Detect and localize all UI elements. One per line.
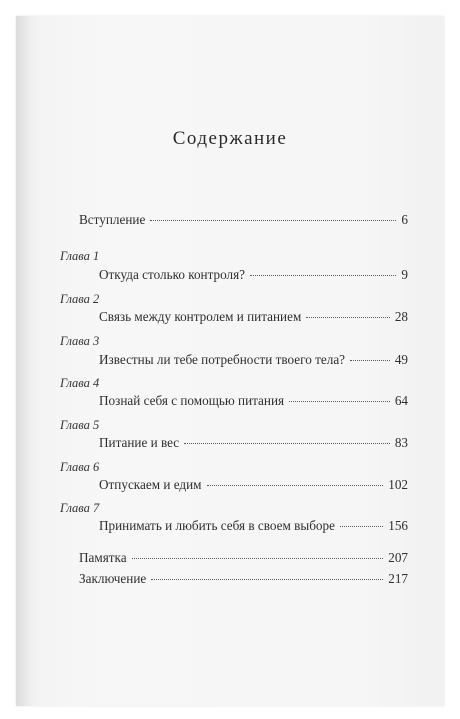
toc-entry-text: Питание и вес — [99, 435, 180, 450]
chapter-label-1: Глава 1 — [60, 249, 100, 263]
toc-entry-page: 49 — [394, 352, 408, 367]
toc-entry-page: 156 — [388, 518, 408, 533]
toc-entry-page: 6 — [401, 212, 408, 227]
toc-entry-chapter-1 — [99, 267, 408, 283]
dot-leader — [306, 317, 390, 318]
toc-entry-text: Откуда столько контроля? — [99, 267, 246, 282]
toc-entry-page: 102 — [388, 477, 408, 492]
toc-entry-chapter-7 — [99, 518, 408, 534]
dot-leader — [207, 485, 384, 486]
toc-entry-page: 207 — [388, 550, 408, 565]
dot-leader — [184, 443, 390, 444]
toc-entry-page: 83 — [394, 435, 408, 450]
chapter-label-7: Глава 7 — [60, 501, 100, 515]
dot-leader — [132, 558, 384, 559]
toc-entry-text: Вступление — [79, 212, 146, 227]
toc-title: Содержание — [172, 128, 288, 149]
dot-leader — [289, 401, 390, 402]
toc-entry-page: 9 — [401, 267, 408, 282]
toc-entry-text: Памятка — [79, 550, 127, 565]
toc-entry-chapter-4 — [99, 393, 408, 409]
toc-entry-text: Отпускаем и едим — [99, 477, 202, 492]
dot-leader — [150, 220, 396, 221]
dot-leader — [340, 526, 383, 527]
dot-leader — [151, 579, 383, 580]
chapter-label-2: Глава 2 — [60, 292, 100, 306]
toc-entry-page: 64 — [394, 393, 408, 408]
toc-entry-memo — [79, 550, 408, 566]
toc-entry-text: Известны ли тебе потребности твоего тела? — [99, 352, 346, 367]
toc-entry-chapter-3 — [99, 352, 408, 368]
toc-entry-page: 28 — [394, 309, 408, 324]
toc-entry-chapter-5 — [99, 435, 408, 451]
toc-entry-chapter-2 — [99, 309, 408, 325]
toc-entry-conclusion — [79, 571, 408, 587]
toc-entry-text: Принимать и любить себя в своем выборе — [99, 518, 335, 533]
toc-entry-introduction — [79, 212, 408, 228]
toc-entry-chapter-6 — [99, 477, 408, 493]
toc-entry-text: Связь между контролем и питанием — [99, 309, 302, 324]
page-gutter-shadow — [16, 16, 30, 706]
toc-entry-text: Заключение — [79, 571, 147, 586]
chapter-label-4: Глава 4 — [60, 376, 100, 390]
dot-leader — [250, 275, 396, 276]
chapter-label-6: Глава 6 — [60, 460, 100, 474]
chapter-label-5: Глава 5 — [60, 418, 100, 432]
toc-entry-text: Познай себя с помощью питания — [99, 393, 285, 408]
toc-entry-page: 217 — [388, 571, 408, 586]
dot-leader — [350, 360, 390, 361]
chapter-label-3: Глава 3 — [60, 334, 100, 348]
